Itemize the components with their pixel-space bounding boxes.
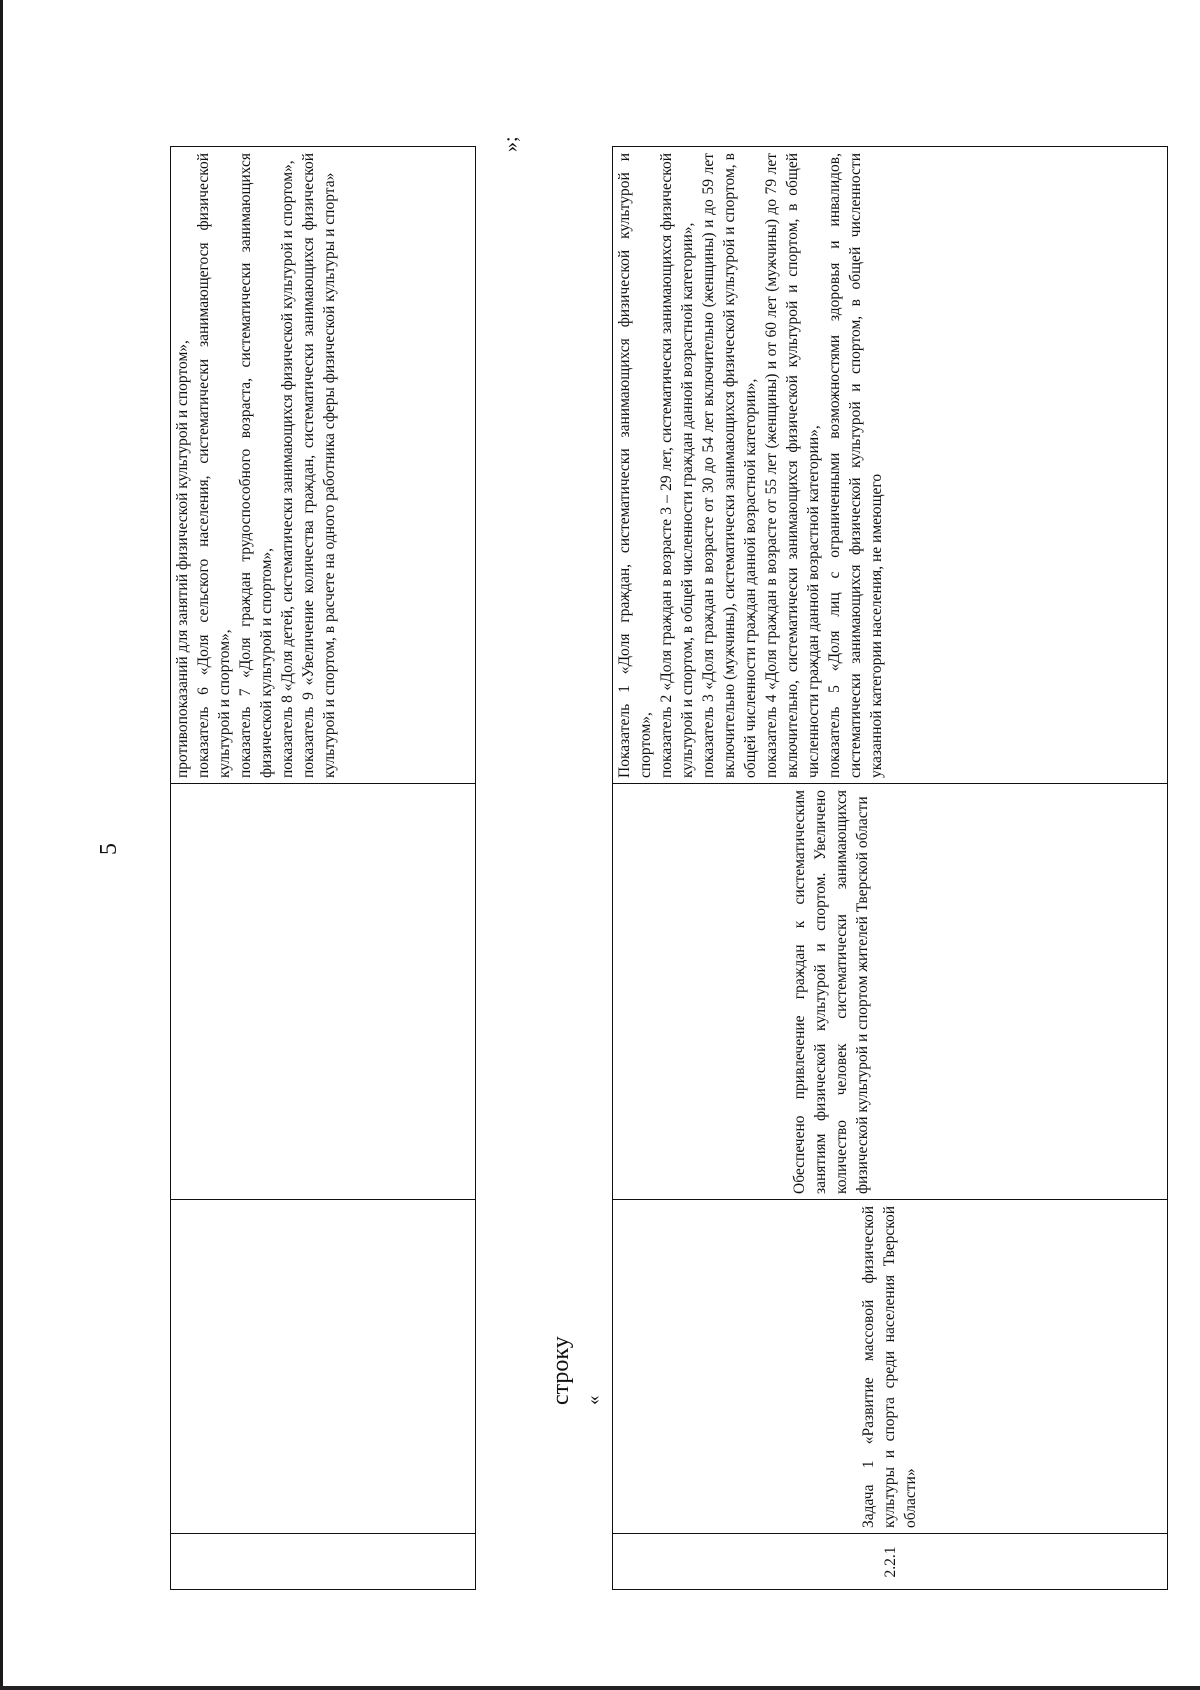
page-number: 5 (96, 843, 122, 855)
closing-quote: »; (500, 136, 522, 152)
indicator-line: показатель 7 «Доля граждан трудоспособного возраста, систематически занимающихся физической культурой и спортом», (237, 153, 275, 778)
num-cell (171, 1534, 476, 1590)
indicator-line: показатель 4 «Доля граждан в возрасте от 55 лет (женщины) и от 60 лет (мужчины) до 79 лет включительно, систематически занимающихся физической культурой и спортом, в общей численности граждан данной возрастной категории», (763, 153, 822, 778)
stroku-label: строку (548, 1336, 574, 1405)
result-cell (171, 784, 476, 1200)
indicators-cell (171, 147, 476, 784)
indicator-line: показатель 5 «Доля лиц с ограниченными возможностями здоровья и инвалидов, систематически занимающихся физической культурой и спортом, в общей численности указанной категории населения, не имеющего (826, 153, 885, 778)
indicator-line: противопоказаний для занятий физической культурой и спортом», (174, 340, 191, 778)
open-quote: « (583, 1395, 604, 1405)
indicator-line: показатель 3 «Доля граждан в возрасте от 30 до 54 лет включительно (женщины) и до 59 лет включительно (мужчины), систематически занимающихся физической культурой и спортом, в общей численности граждан данной возрастной категории», (700, 153, 759, 778)
result-cell: Обеспечено привлечение граждан к систематическим занятиям физической культурой и спортом. Увеличено количество человек систематически занимающихся физической культурой и спортом жителей Тверской области (613, 784, 1168, 1200)
indicator-line: показатель 8 «Доля детей, систематически занимающихся физической культурой и спортом», (279, 160, 296, 778)
bottom-table (612, 146, 1168, 1590)
indicator-line: показатель 9 «Увеличение количества граждан, систематически занимающихся физической культурой и спортом, в расчете на одного работника сферы физической культуры и спорта» (300, 153, 338, 778)
table-row (171, 147, 476, 1590)
top-table (170, 146, 476, 1590)
indicators-cell (613, 147, 1168, 784)
indicator-line: показатель 2 «Доля граждан в возрасте 3 – 29 лет, систематически занимающихся физической культурой и спортом, в общей численности граждан данной возрастной категории», (658, 153, 696, 778)
indicator-line: показатель 6 «Доля сельского населения, систематически занимающегося физической культурой и спортом», (195, 153, 233, 778)
table-row (613, 147, 1168, 1590)
row-number: 2.2.1 (613, 1534, 1168, 1590)
indicator-line: Показатель 1 «Доля граждан, систематически занимающихся физической культурой и спортом», (616, 153, 654, 778)
task-cell (171, 1200, 476, 1534)
task-cell: Задача 1 «Развитие массовой физической культуры и спорта среди населения Тверской области» (613, 1200, 1168, 1534)
